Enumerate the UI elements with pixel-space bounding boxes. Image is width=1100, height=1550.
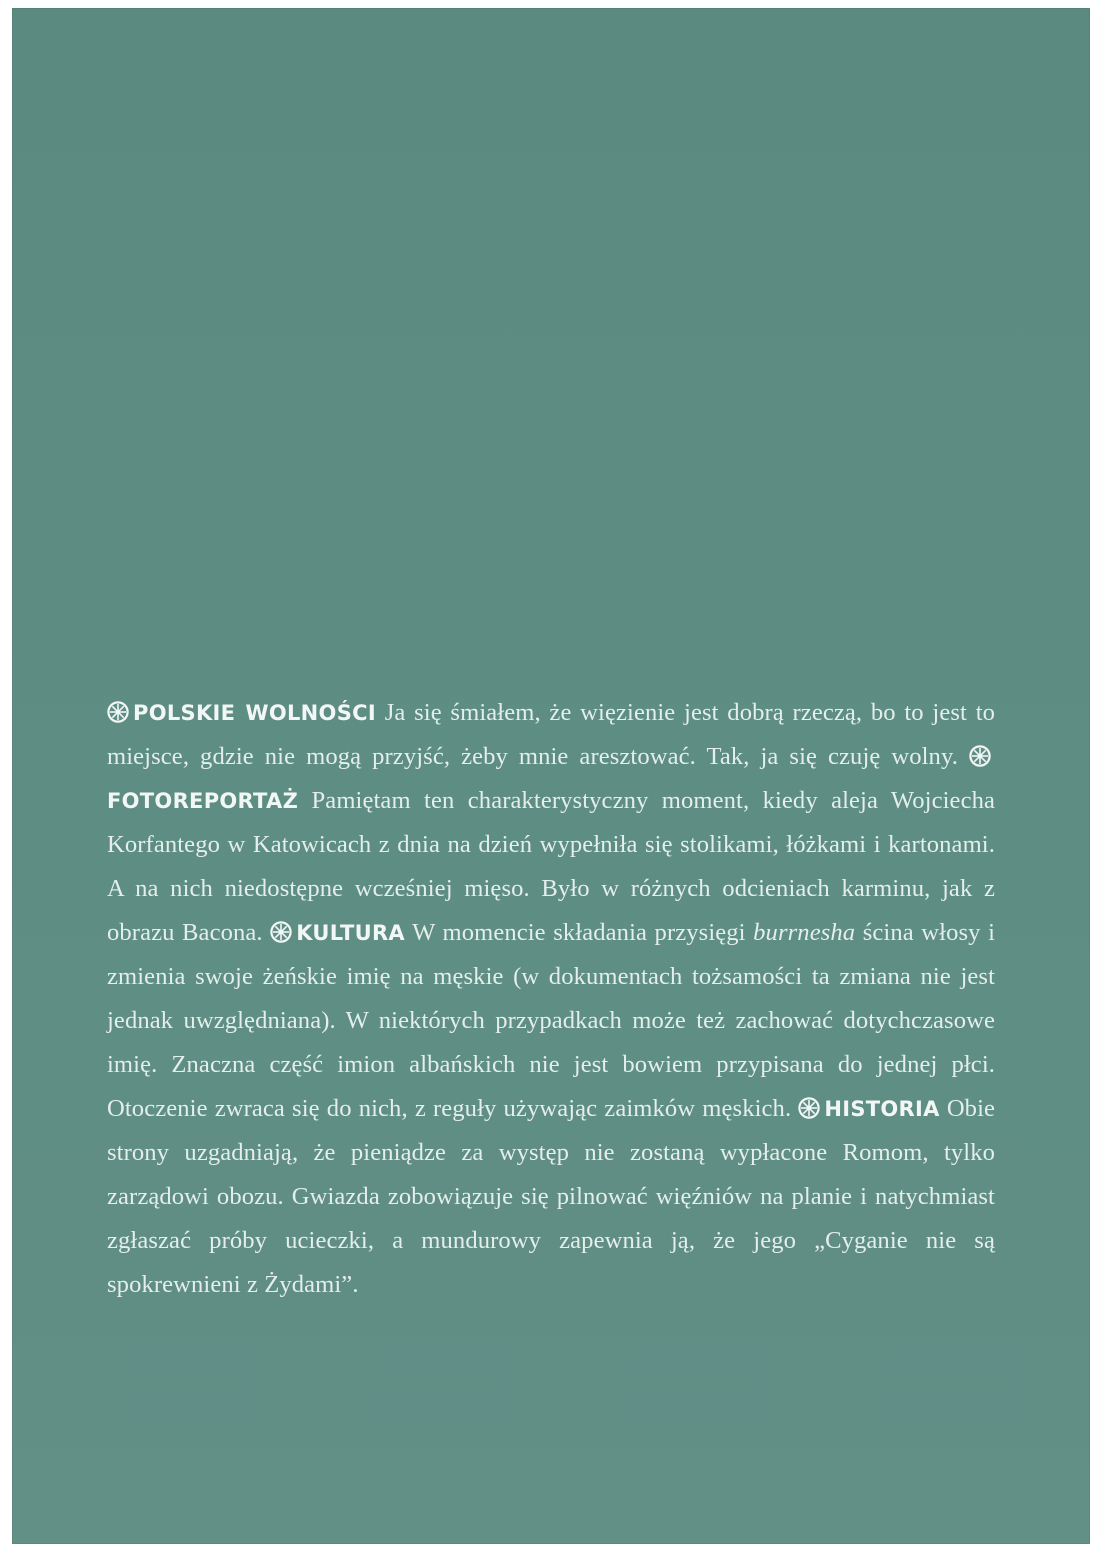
section-heading: POLSKIE WOLNOŚCI: [133, 701, 376, 725]
rosette-icon: [969, 745, 991, 767]
section-heading: HISTORIA: [824, 1097, 940, 1121]
back-cover-blurb: [107, 691, 995, 1307]
section-text: ścina włosy i zmienia swoje żeńskie imię na męskie (w dokumentach tożsamości ta zmiana nie jest jednak uwzględniana). W niektórych przypadkach może też zachować dotychczasowe imię. Znaczna część imion albańskich nie jest bowiem przypisana do jednej płci. Otoczenie zwraca się do nich, z reguły używając zaimków męskich.: [107, 919, 996, 1122]
section-historia: [107, 1095, 995, 1298]
section-text: Pamiętam ten charakterystyczny moment, kiedy aleja Wojciecha Korfantego w Katowicach z dnia na dzień wypełniła się stolikami, łóżkami i kartonami. A na nich niedostępne wcześniej mięso. Było w różnych odcieniach karminu, jak z obrazu Bacona.: [107, 787, 995, 946]
section-heading: FOTOREPORTAŻ: [107, 789, 299, 813]
book-back-cover: [12, 8, 1090, 1544]
section-kultura: [107, 919, 995, 1122]
section-polskie-wolnosci: [107, 699, 995, 770]
section-heading: KULTURA: [296, 921, 405, 945]
section-text-italic: burrnesha: [753, 919, 856, 946]
rosette-icon: [270, 921, 292, 943]
section-fotoreportaz: [107, 743, 995, 946]
section-text: Ja się śmiałem, że więzienie jest dobrą rzeczą, bo to jest to miejsce, gdzie nie mogą przyjść, żeby mnie aresztować. Tak, ja się czuję wolny.: [107, 699, 996, 770]
section-text: Obie strony uzgadniają, że pieniądze za występ nie zostaną wypłacone Romom, tylko zarządowi obozu. Gwiazda zobowiązuje się pilnować więźniów na planie i natychmiast zgłaszać próby ucieczki, a mundurowy zapewnia ją, że jego „Cyganie nie są spokrewnieni z Żydami”.: [107, 1095, 996, 1298]
rosette-icon: [107, 701, 129, 723]
section-text: W momencie składania przysięgi: [412, 919, 746, 946]
rosette-icon: [798, 1097, 820, 1119]
